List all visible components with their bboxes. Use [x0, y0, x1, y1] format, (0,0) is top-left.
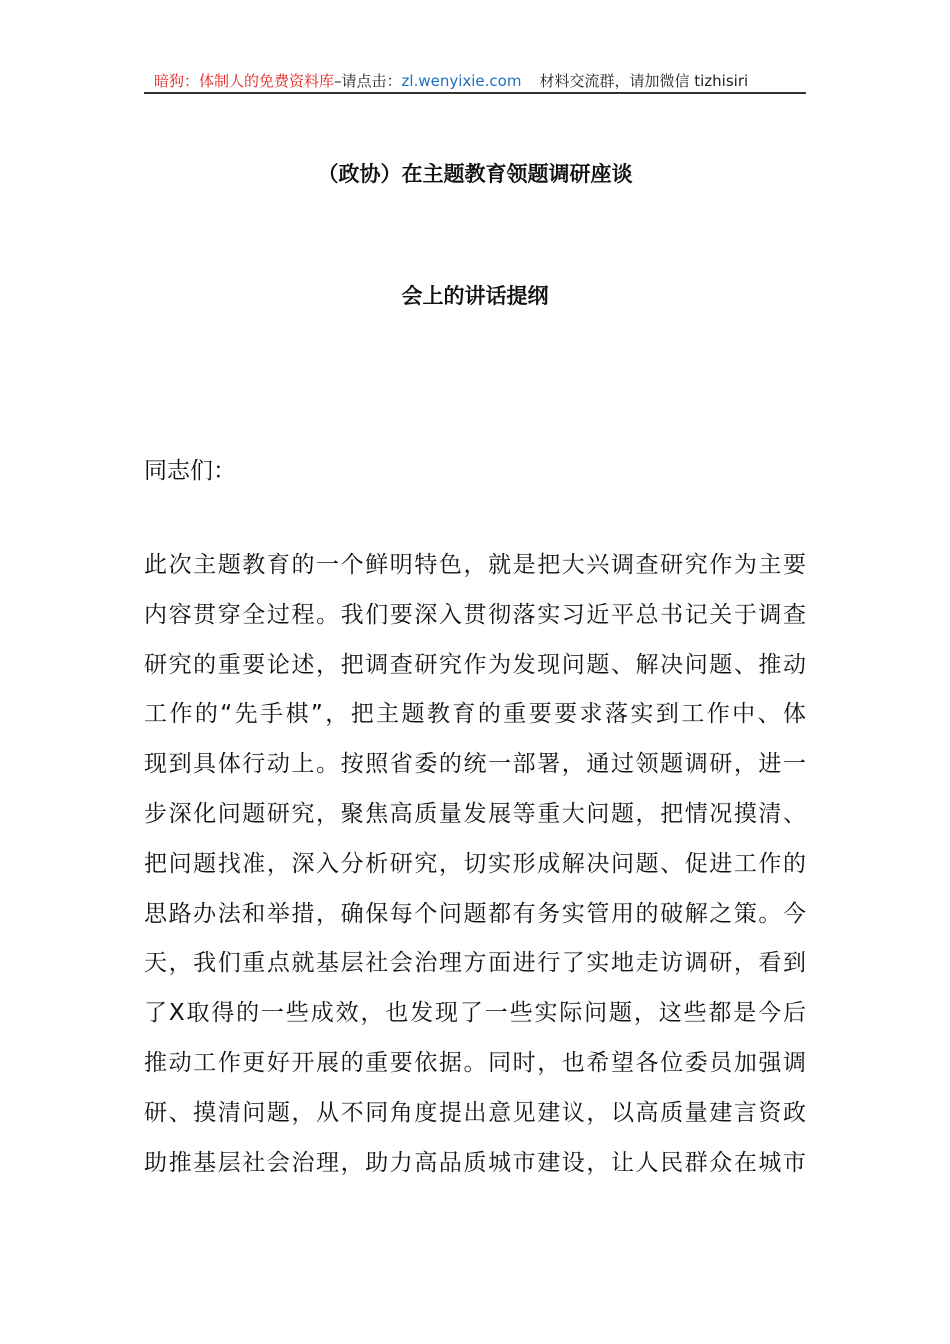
body-line: 研究的重要论述，把调查研究作为发现问题、解决问题、推动 — [144, 651, 806, 678]
header-contact: 材料交流群，请加微信 tizhisiri — [539, 72, 749, 90]
body-line: 内容贯穿全过程。我们要深入贯彻落实习近平总书记关于调查 — [144, 601, 806, 628]
body-line: 此次主题教育的一个鲜明特色，就是把大兴调查研究作为主要 — [144, 552, 806, 578]
body-line: 研、摸清问题，从不同角度提出意见建议，以高质量建言资政 — [144, 1099, 806, 1126]
body-line: 助推基层社会治理，助力高品质城市建设，让人民群众在城市 — [144, 1149, 806, 1176]
body-line: 思路办法和举措，确保每个问题都有务实管用的破解之策。今 — [144, 900, 806, 927]
body-line: 了X取得的一些成效，也发现了一些实际问题，这些都是今后 — [144, 1000, 806, 1027]
body-line: 把问题找准，深入分析研究，切实形成解决问题、促进工作的 — [144, 850, 806, 877]
body-line: 现到具体行动上。按照省委的统一部署，通过领题调研，进一 — [144, 751, 806, 778]
body-line: 天，我们重点就基层社会治理方面进行了实地走访调研，看到 — [144, 950, 806, 977]
header-prompt: –请点击： — [334, 72, 402, 90]
doc-title-line2: 会上的讲话提纲 — [401, 284, 549, 308]
body-line: 步深化问题研究，聚焦高质量发展等重大问题，把情况摸清、 — [144, 800, 806, 827]
body-line: 推动工作更好开展的重要依据。同时，也希望各位委员加强调 — [144, 1049, 806, 1076]
header-brand: 暗狗：体制人的免费资料库 — [154, 72, 335, 90]
doc-title-line1: （政协）在主题教育领题调研座谈 — [317, 162, 633, 186]
page-header — [144, 70, 806, 94]
body-paragraph — [144, 542, 806, 1189]
greeting: 同志们： — [144, 458, 236, 484]
body-line: 工作的“先手棋”，把主题教育的重要要求落实到工作中、体 — [144, 701, 806, 728]
header-link[interactable]: zl.wenyixie.com — [401, 72, 522, 90]
